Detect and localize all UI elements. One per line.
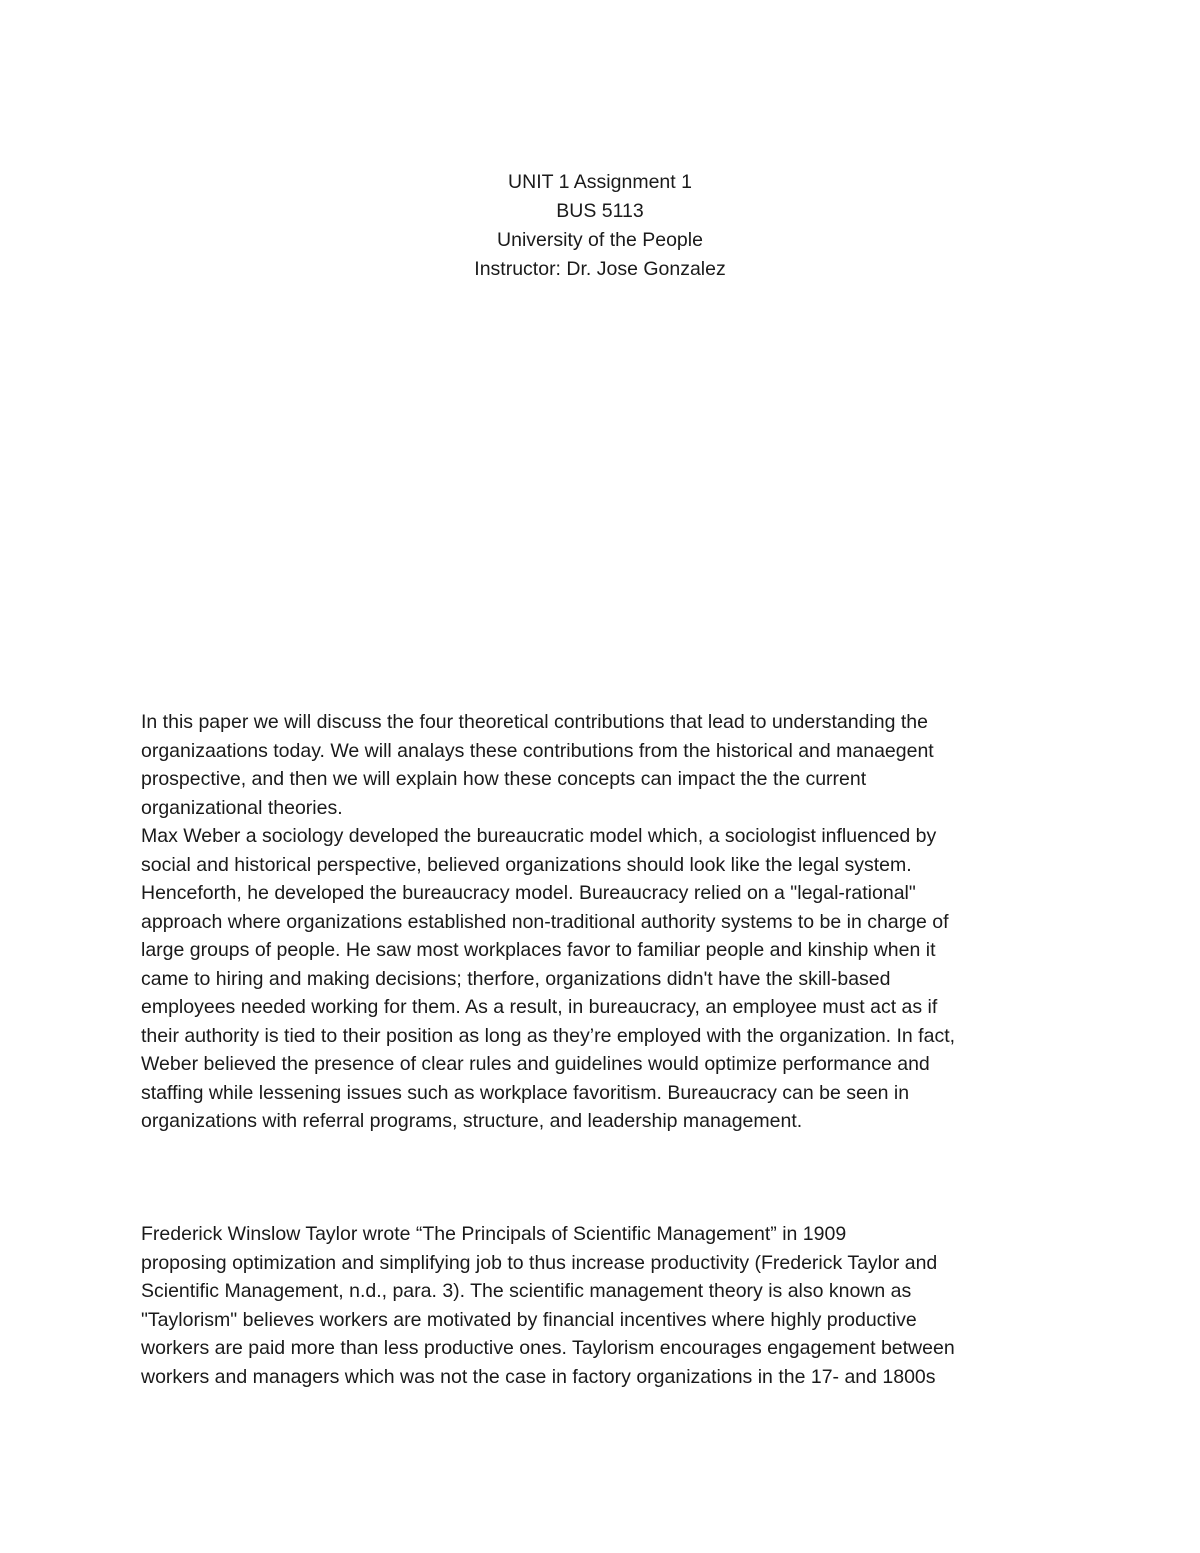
text-line: prospective, and then we will explain how these concepts can impact the the current (141, 768, 867, 790)
text-line: their authority is tied to their position as long as they’re employed with the organization. In fact, (141, 1024, 956, 1047)
text-line: Scientific Management, n.d., para. 3). The scientific management theory is also known as (141, 1280, 912, 1302)
text-line: came to hiring and making decisions; therfore, organizations didn't have the skill-based (141, 967, 891, 990)
text-line: Weber believed the presence of clear rules and guidelines would optimize performance and (141, 1053, 930, 1075)
instructor-name: Instructor: Dr. Jose Gonzalez (474, 258, 726, 280)
text-line: staffing while lessening issues such as workplace favoritism. Bureaucracy can be seen in (141, 1081, 910, 1104)
text-line: Max Weber a sociology developed the bureaucratic model which, a sociologist influenced by (141, 825, 937, 847)
text-line: employees needed working for them. As a result, in bureaucracy, an employee must act as if (141, 996, 938, 1018)
text-line: workers are paid more than less productive ones. Taylorism encourages engagement between (141, 1337, 955, 1359)
course-code: BUS 5113 (556, 200, 644, 222)
text-line: organizations with referral programs, structure, and leadership management. (141, 1110, 803, 1132)
intro-paragraph (141, 708, 1061, 822)
assignment-title: UNIT 1 Assignment 1 (508, 171, 692, 193)
text-line: organizaations today. We will analays these contributions from the historical and manaegent (141, 739, 934, 762)
university-name: University of the People (497, 229, 703, 251)
taylor-paragraph (141, 1220, 1061, 1391)
text-line: Frederick Winslow Taylor wrote “The Principals of Scientific Management” in 1909 (141, 1223, 847, 1245)
text-line: approach where organizations established non-traditional authority systems to be in charge of (141, 910, 949, 933)
title-block (0, 168, 1200, 284)
text-line: "Taylorism" believes workers are motivated by financial incentives where highly productive (141, 1308, 917, 1331)
text-line: large groups of people. He saw most workplaces favor to familiar people and kinship when it (141, 939, 936, 961)
text-line: In this paper we will discuss the four theoretical contributions that lead to understanding the (141, 711, 928, 733)
text-line: social and historical perspective, believed organizations should look like the legal system. (141, 853, 912, 876)
text-line: proposing optimization and simplifying job to thus increase productivity (Frederick Taylor and (141, 1251, 938, 1274)
text-line: workers and managers which was not the case in factory organizations in the 17- and 1800s (141, 1365, 936, 1388)
body-section-intro (141, 708, 1061, 1136)
text-line: organizational theories. (141, 796, 343, 819)
weber-paragraph (141, 822, 1061, 1136)
text-line: Henceforth, he developed the bureaucracy model. Bureaucracy relied on a "legal-rational" (141, 882, 916, 904)
body-section-taylor (141, 1220, 1061, 1391)
